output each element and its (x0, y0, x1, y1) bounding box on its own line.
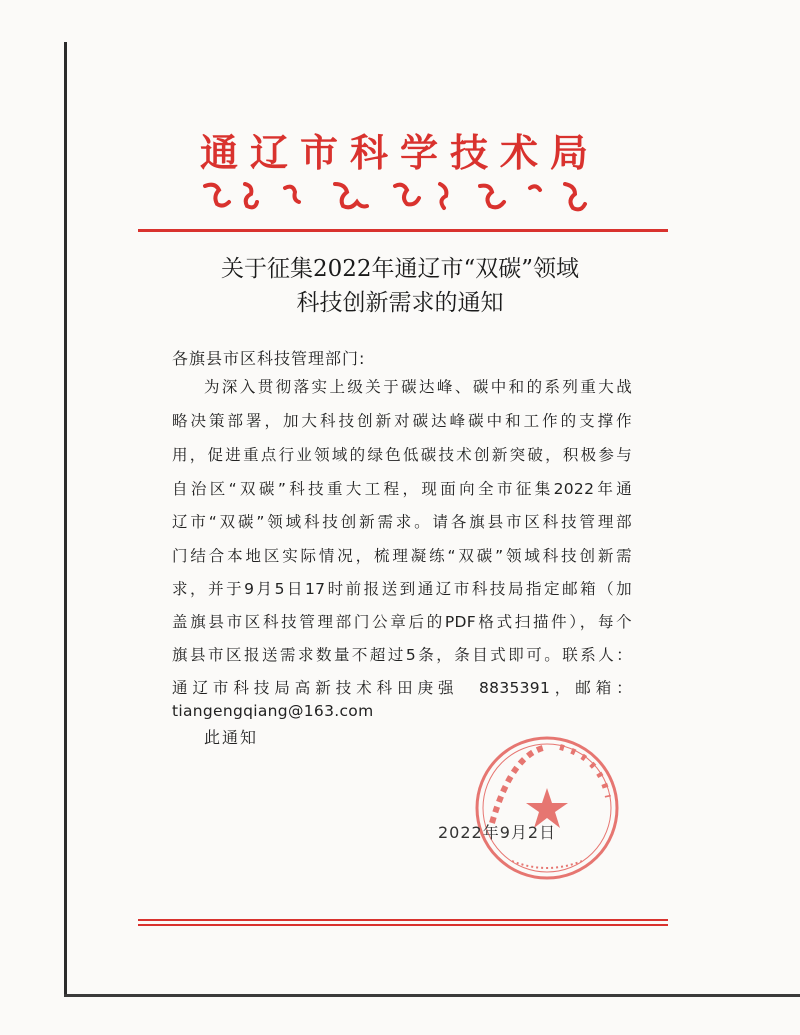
body-line: 旗县市区报送需求数量不超过5条，条目式即可。联系人： (172, 646, 632, 664)
body-line: 为深入贯彻落实上级关于碳达峰、碳中和的系列重大战 (204, 378, 632, 396)
notice-date: 2022年9月2日 (438, 823, 557, 842)
mongolian-script-icon (195, 178, 615, 218)
body-line: 盖旗县市区科技管理部门公章后的PDF格式扫描件），每个 (172, 613, 632, 631)
letterhead-divider (138, 229, 668, 232)
body-line: 略决策部署，加大科技创新对碳达峰碳中和工作的支撑作 (172, 412, 632, 430)
notice-closing: 此通知 (204, 728, 259, 747)
official-seal-icon (472, 733, 622, 883)
body-line: 通辽市科技局高新技术科田庚强 8835391，邮箱： (172, 679, 632, 697)
body-line: 求，并于9月5日17时前报送到通辽市科技局指定邮箱（加 (172, 580, 632, 598)
body-line: 门结合本地区实际情况，梳理凝练“双碳”领域科技创新需 (172, 547, 632, 565)
body-line-email: tiangengqiang@163.com (172, 702, 374, 720)
body-line: 辽市“双碳”领域科技创新需求。请各旗县市区科技管理部 (172, 513, 632, 531)
notice-title-line1: 关于征集2022年通辽市“双碳”领域 (220, 256, 580, 282)
body-line: 自治区“双碳”科技重大工程，现面向全市征集2022年通 (172, 480, 632, 498)
letterhead-org-name: 通辽市科学技术局 (199, 130, 600, 175)
scan-edge-bottom (64, 994, 800, 997)
footer-divider (138, 919, 668, 921)
notice-salutation: 各旗县市区科技管理部门: (172, 349, 366, 368)
body-line: 用，促进重点行业领域的绿色低碳技术创新突破，积极参与 (172, 446, 632, 464)
scan-edge-left (64, 42, 67, 997)
notice-title-line2: 科技创新需求的通知 (296, 290, 504, 316)
footer-divider (138, 924, 668, 926)
